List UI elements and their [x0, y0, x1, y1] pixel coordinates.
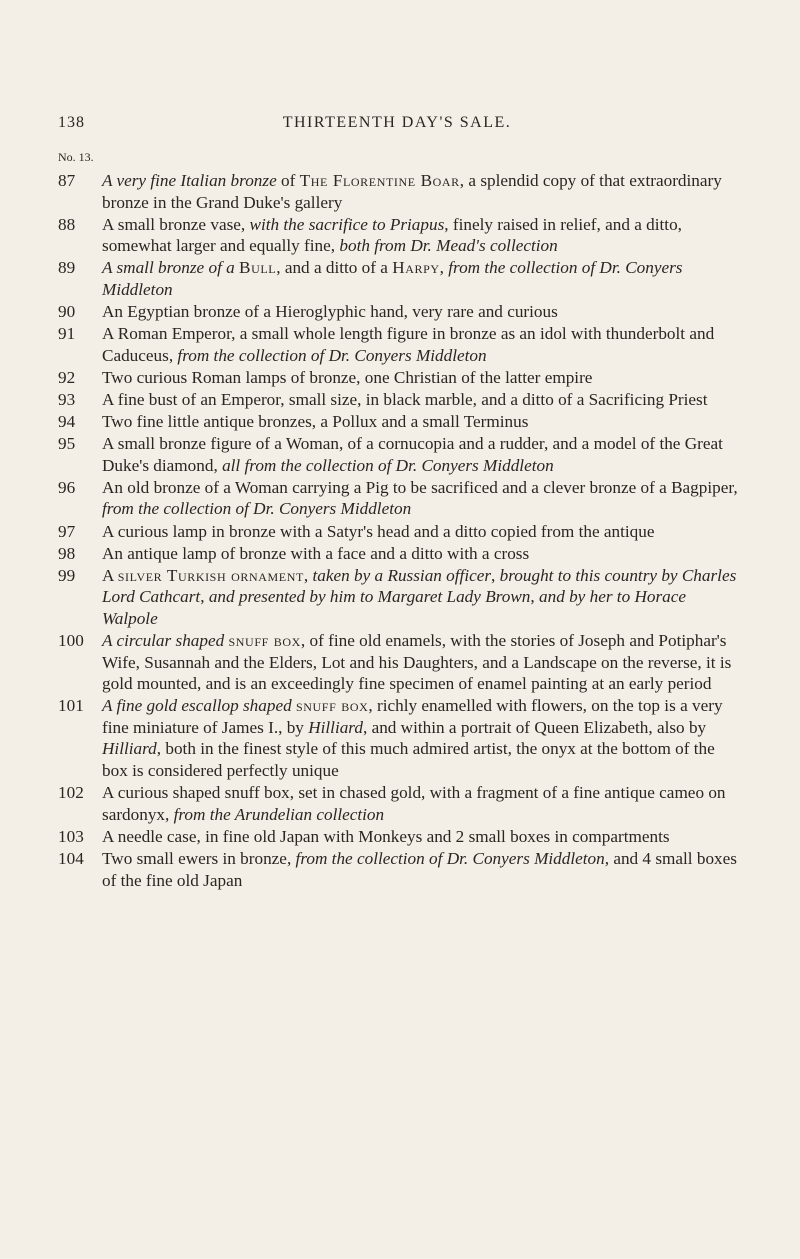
entry-text-run: from the collection of Dr. Conyers Middleton	[295, 848, 605, 868]
entry-text	[102, 301, 738, 323]
page-number: 138	[58, 114, 85, 131]
entry-text-run: and presented by him to Margaret Lady Brown	[208, 587, 531, 607]
entry-text	[102, 367, 738, 389]
entry-number: 93	[58, 389, 76, 409]
entry-text-run: A small bronze figure of a Woman, of a cornucopia and a rudder, and a model of the Great Duke's diamond,	[102, 434, 723, 475]
entry-text-run: from the collection of Dr. Conyers Middleton	[102, 258, 683, 299]
entry-number: 97	[58, 521, 76, 541]
entry-number: 101	[58, 696, 84, 716]
entry-text-run: , and within a portrait of Queen Elizabeth, also by	[362, 717, 707, 737]
catalogue-entry	[58, 411, 738, 433]
catalogue-entry	[58, 301, 738, 323]
entry-text-run: Two curious Roman lamps of bronze, one Christian of the latter empire	[102, 367, 593, 387]
entry-text-run: A small bronze of a	[102, 258, 240, 278]
entry-text-run: from the Arundelian collection	[173, 804, 385, 824]
entry-number: 100	[58, 630, 84, 650]
catalogue-entry	[58, 323, 738, 366]
catalogue-entry	[58, 630, 738, 695]
catalogue-entry	[58, 433, 738, 476]
entry-number: 95	[58, 434, 76, 454]
entry-text-run: ,	[200, 587, 209, 607]
entry-text-run: , both in the finest style of this much admired artist, the onyx at the bottom of the box is considered perfectly unique	[102, 739, 715, 781]
entry-text	[102, 826, 738, 848]
entry-text-run: both from Dr. Mead's collection	[339, 236, 558, 256]
entry-text-run: taken by a Russian officer	[312, 565, 492, 585]
entry-text-run: An antique lamp of bronze with a face and a ditto with a cross	[102, 543, 530, 563]
catalogue-entry	[58, 477, 738, 520]
entry-number: 91	[58, 324, 76, 344]
entry-text-run: Two small ewers in bronze,	[102, 848, 296, 868]
entry-number: 99	[58, 565, 76, 585]
entry-text-run: A small bronze vase,	[102, 214, 250, 234]
entry-number: 104	[58, 848, 84, 868]
entry-text-run: The Florentine Boar	[299, 171, 460, 190]
entry-text-run: snuff box	[295, 696, 369, 716]
catalogue-entry	[58, 695, 738, 781]
entry-text-run: , and 4 small boxes of the fine old Japan	[102, 848, 737, 890]
entry-text-run: with the sacrifice to Priapus	[249, 214, 445, 234]
running-title: THIRTEENTH DAY'S SALE.	[282, 114, 512, 131]
entry-text-run: A	[102, 565, 118, 585]
entry-text-run: A needle case, in fine old Japan with Monkeys and 2 small boxes in compartments	[102, 826, 670, 846]
entry-text	[102, 411, 738, 433]
catalogue-entry	[58, 170, 738, 213]
entry-text-run: A curious lamp in bronze with a Satyr's head and a ditto copied from the antique	[102, 521, 655, 541]
entry-number: 88	[58, 214, 76, 234]
entry-text-run: Hilliard	[308, 717, 363, 737]
lot-label: No. 13.	[58, 150, 94, 164]
entry-text-run: ,	[530, 587, 539, 607]
entry-text-run: Bull	[239, 258, 277, 278]
entry-text	[102, 543, 738, 565]
entry-number: 96	[58, 477, 76, 497]
entry-number: 103	[58, 826, 84, 846]
catalogue-entry	[58, 782, 738, 825]
entry-text-run: An Egyptian bronze of a Hieroglyphic hand, very rare and curious	[102, 302, 558, 322]
entry-text-run: , finely raised in relief, and a ditto, somewhat larger and equally fine,	[102, 214, 682, 256]
entry-list	[58, 170, 738, 892]
entry-text	[102, 565, 738, 630]
entry-text-run: Harpy	[392, 258, 440, 278]
entry-text-run: Two fine little antique bronzes, a Pollux and a small Terminus	[102, 412, 529, 432]
entry-text-run: A very fine Italian bronze	[102, 171, 277, 190]
catalogue-entry	[58, 521, 738, 543]
entry-text	[102, 170, 738, 213]
catalogue-entry	[58, 214, 738, 257]
entry-text-run: from the collection of Dr. Conyers Middleton	[177, 345, 487, 365]
entry-text	[102, 433, 738, 476]
entry-number: 102	[58, 783, 84, 803]
entry-text-run: , of fine old enamels, with the stories of Joseph and Potiphar's Wife, Susannah and the Elders, Lot and his Daughters, and a Landscape on the reverse, it is gold mounted, and is an exceedingly fine specimen of enamel painting at an early period	[102, 630, 732, 694]
catalogue-entry	[58, 848, 738, 891]
entry-number: 90	[58, 302, 76, 322]
entry-text-run: A Roman Emperor, a small whole length figure in bronze as an idol with thunderbolt and Caduceus,	[102, 324, 715, 365]
entry-number: 87	[58, 171, 76, 190]
entry-text	[102, 782, 738, 825]
entry-number: 98	[58, 543, 76, 563]
entry-text-run: A fine bust of an Emperor, small size, in black marble, and a ditto of a Sacrificing Priest	[102, 389, 708, 409]
entry-text-run: ,	[303, 565, 313, 585]
entry-text-run: snuff box	[228, 630, 301, 650]
entry-text	[102, 257, 738, 300]
entry-text-run: A circular shaped	[102, 630, 225, 650]
entry-text-run: A curious shaped snuff box, set in chased gold, with a fragment of a fine antique cameo on sardonyx,	[102, 783, 726, 824]
entry-text-run: , and a ditto of a	[276, 258, 393, 278]
entry-text-run: An old bronze of a Woman carrying a Pig to be sacrificed and a clever bronze of a Bagpiper,	[102, 477, 738, 497]
catalogue-entry	[58, 826, 738, 848]
entry-text	[102, 695, 738, 781]
catalogue-entry	[58, 257, 738, 300]
entry-text-run: silver Turkish ornament	[117, 565, 304, 585]
page-header	[58, 114, 736, 138]
entry-text-run: A fine gold escallop shaped	[102, 696, 292, 716]
entry-text-run: , richly enamelled with flowers, on the top is a very fine miniature of James I., by	[102, 696, 723, 737]
catalogue-entry	[58, 565, 738, 630]
entry-text-run: , a splendid copy of that extraordinary bronze in the Grand Duke's gallery	[102, 171, 722, 212]
entry-text-run: and by her to Horace Walpole	[102, 587, 687, 628]
entry-number: 94	[58, 412, 76, 432]
entry-text-run: brought to this country by Charles Lord Cathcart	[102, 565, 737, 607]
entry-text	[102, 214, 738, 257]
entry-text	[102, 323, 738, 366]
entry-text	[102, 630, 738, 695]
entry-text-run: Hilliard	[102, 739, 157, 759]
entry-number: 89	[58, 258, 76, 278]
catalogue-entry	[58, 543, 738, 565]
entry-text-run: all from the collection of Dr. Conyers Middleton	[222, 455, 554, 475]
entry-text	[102, 848, 738, 891]
entry-text	[102, 389, 738, 411]
entry-text-run: ,	[439, 258, 449, 278]
entry-text-run: from the collection of Dr. Conyers Middleton	[102, 499, 412, 519]
entry-text	[102, 477, 738, 520]
catalogue-entry	[58, 389, 738, 411]
entry-text	[102, 521, 738, 543]
entry-text-run: ,	[491, 565, 500, 585]
entry-text-run: of	[276, 171, 300, 190]
entry-number: 92	[58, 367, 76, 387]
catalogue-entry	[58, 367, 738, 389]
